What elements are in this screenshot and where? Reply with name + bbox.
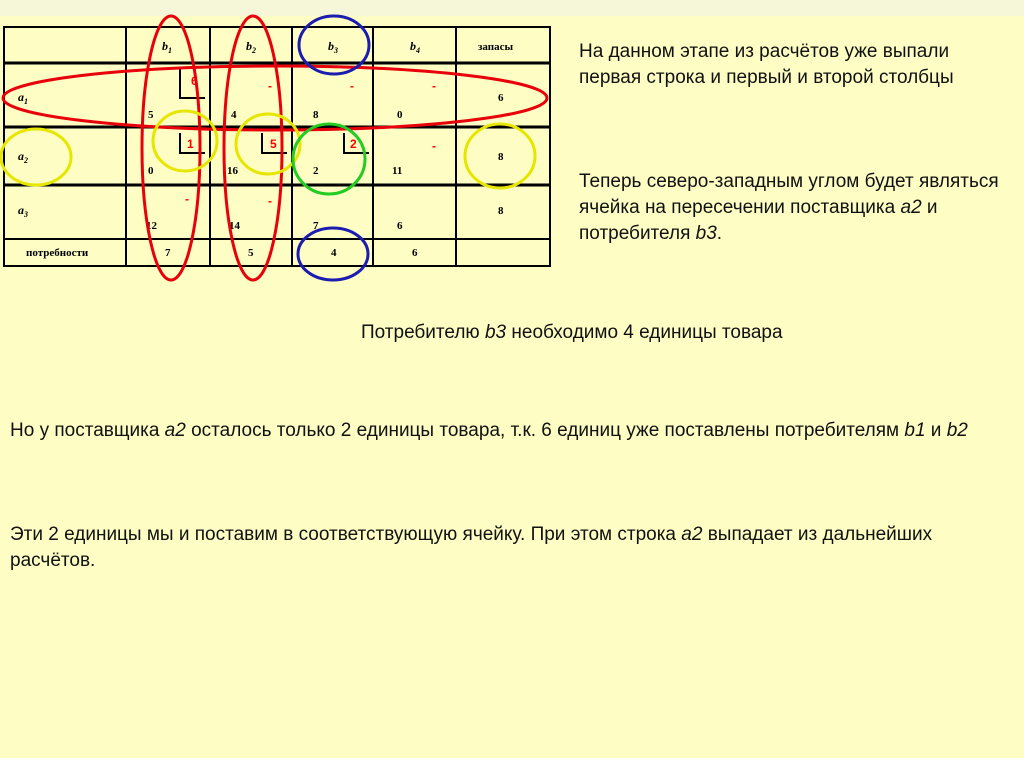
cost-a1-b4: 0: [397, 109, 403, 121]
p5-text-a: Эти 2 единицы мы и поставим в соответствующую ячейку. При этом строка: [10, 524, 682, 545]
cost-a1-b2: 4: [231, 109, 237, 121]
cell-a2-b2-circle: [236, 114, 300, 174]
explanation-paragraph-4: [10, 418, 970, 444]
cost-a2-b4: 11: [392, 165, 403, 177]
demand-label: потребности: [26, 247, 89, 259]
p4-text-c: и: [925, 420, 947, 441]
p2-supplier-ref: а2: [900, 197, 922, 218]
p5-supplier-ref: а2: [681, 524, 703, 545]
alloc-a2-b3: 2: [350, 137, 357, 151]
cost-a2-b3: 2: [313, 165, 319, 177]
cost-a3-b2: 14: [229, 220, 240, 232]
p4-consumer-ref-b2: b2: [946, 420, 968, 441]
p4-supplier-ref: а2: [164, 420, 186, 441]
stock-a1: 6: [498, 92, 504, 104]
supplier-a2-circle: [1, 129, 71, 185]
row-label-a2: $a_2$: [18, 149, 28, 165]
row-label-a3: $a_3$: [18, 203, 28, 219]
row-a1-highlight-oval: [3, 66, 547, 130]
cost-a3-b3: 7: [313, 220, 319, 232]
cost-a1-b1: 5: [148, 109, 154, 121]
alloc-a2-b4: -: [432, 139, 436, 153]
alloc-a1-b2: -: [268, 79, 272, 93]
cost-a3-b1: 12: [146, 220, 157, 232]
p3-consumer-ref: b3: [484, 322, 507, 343]
demand-b3: 4: [331, 247, 337, 259]
cost-a3-b4: 6: [397, 220, 403, 232]
bottom-frame-strip: [0, 758, 1024, 767]
explanation-paragraph-5: [10, 522, 970, 574]
p3-text-a: Потребителю: [361, 322, 485, 343]
demand-b2: 5: [248, 247, 254, 259]
cost-a2-b2: 16: [227, 165, 238, 177]
header-b2: $b_2$: [246, 39, 256, 55]
p2-text-c: .: [716, 223, 723, 244]
cost-a2-b1: 0: [148, 165, 154, 177]
explanation-paragraph-1: На данном этапе из расчётов уже выпали первая строка и первый и второй столбцы: [579, 41, 954, 88]
header-b4: $b_4$: [410, 39, 420, 55]
cost-a1-b3: 8: [313, 109, 319, 121]
demand-b1: 7: [165, 247, 171, 259]
explanation-paragraph-2: [579, 169, 999, 247]
alloc-a3-b2: -: [268, 194, 272, 208]
header-b3: $b_3$: [328, 39, 338, 55]
stock-a3: 8: [498, 205, 504, 217]
alloc-a1-b3: -: [350, 79, 354, 93]
p5-text-b: выпадает из дальнейших расчётов.: [10, 524, 933, 571]
p4-text-b: осталось только 2 единицы товара, т.к. 6 единиц уже поставлены потребителям: [185, 420, 905, 441]
explanation-paragraph-3: [361, 320, 981, 346]
demand-b4: 6: [412, 247, 418, 259]
row-label-a1: $a_1$: [18, 90, 28, 106]
alloc-a3-b1: -: [185, 192, 189, 206]
p3-text-b: необходимо 4 единицы товара: [506, 322, 783, 343]
alloc-a1-b4: -: [432, 79, 436, 93]
p2-consumer-ref: b3: [695, 223, 717, 244]
alloc-a1-b1: 6: [191, 74, 198, 88]
stock-a2: 8: [498, 151, 504, 163]
p4-consumer-ref-b1: b1: [904, 420, 926, 441]
header-b1: $b_1$: [162, 39, 172, 55]
p4-text-a: Но у поставщика: [10, 420, 165, 441]
cell-a2-b1-circle: [153, 111, 217, 171]
p2-text-a: Теперь северо-западным углом будет являться ячейка на пересечении поставщика: [579, 171, 999, 218]
p2-text-b: и потребителя: [579, 197, 938, 244]
alloc-a2-b2: 5: [270, 137, 277, 151]
header-stock: запасы: [478, 41, 514, 53]
alloc-a2-b1: 1: [187, 137, 194, 151]
